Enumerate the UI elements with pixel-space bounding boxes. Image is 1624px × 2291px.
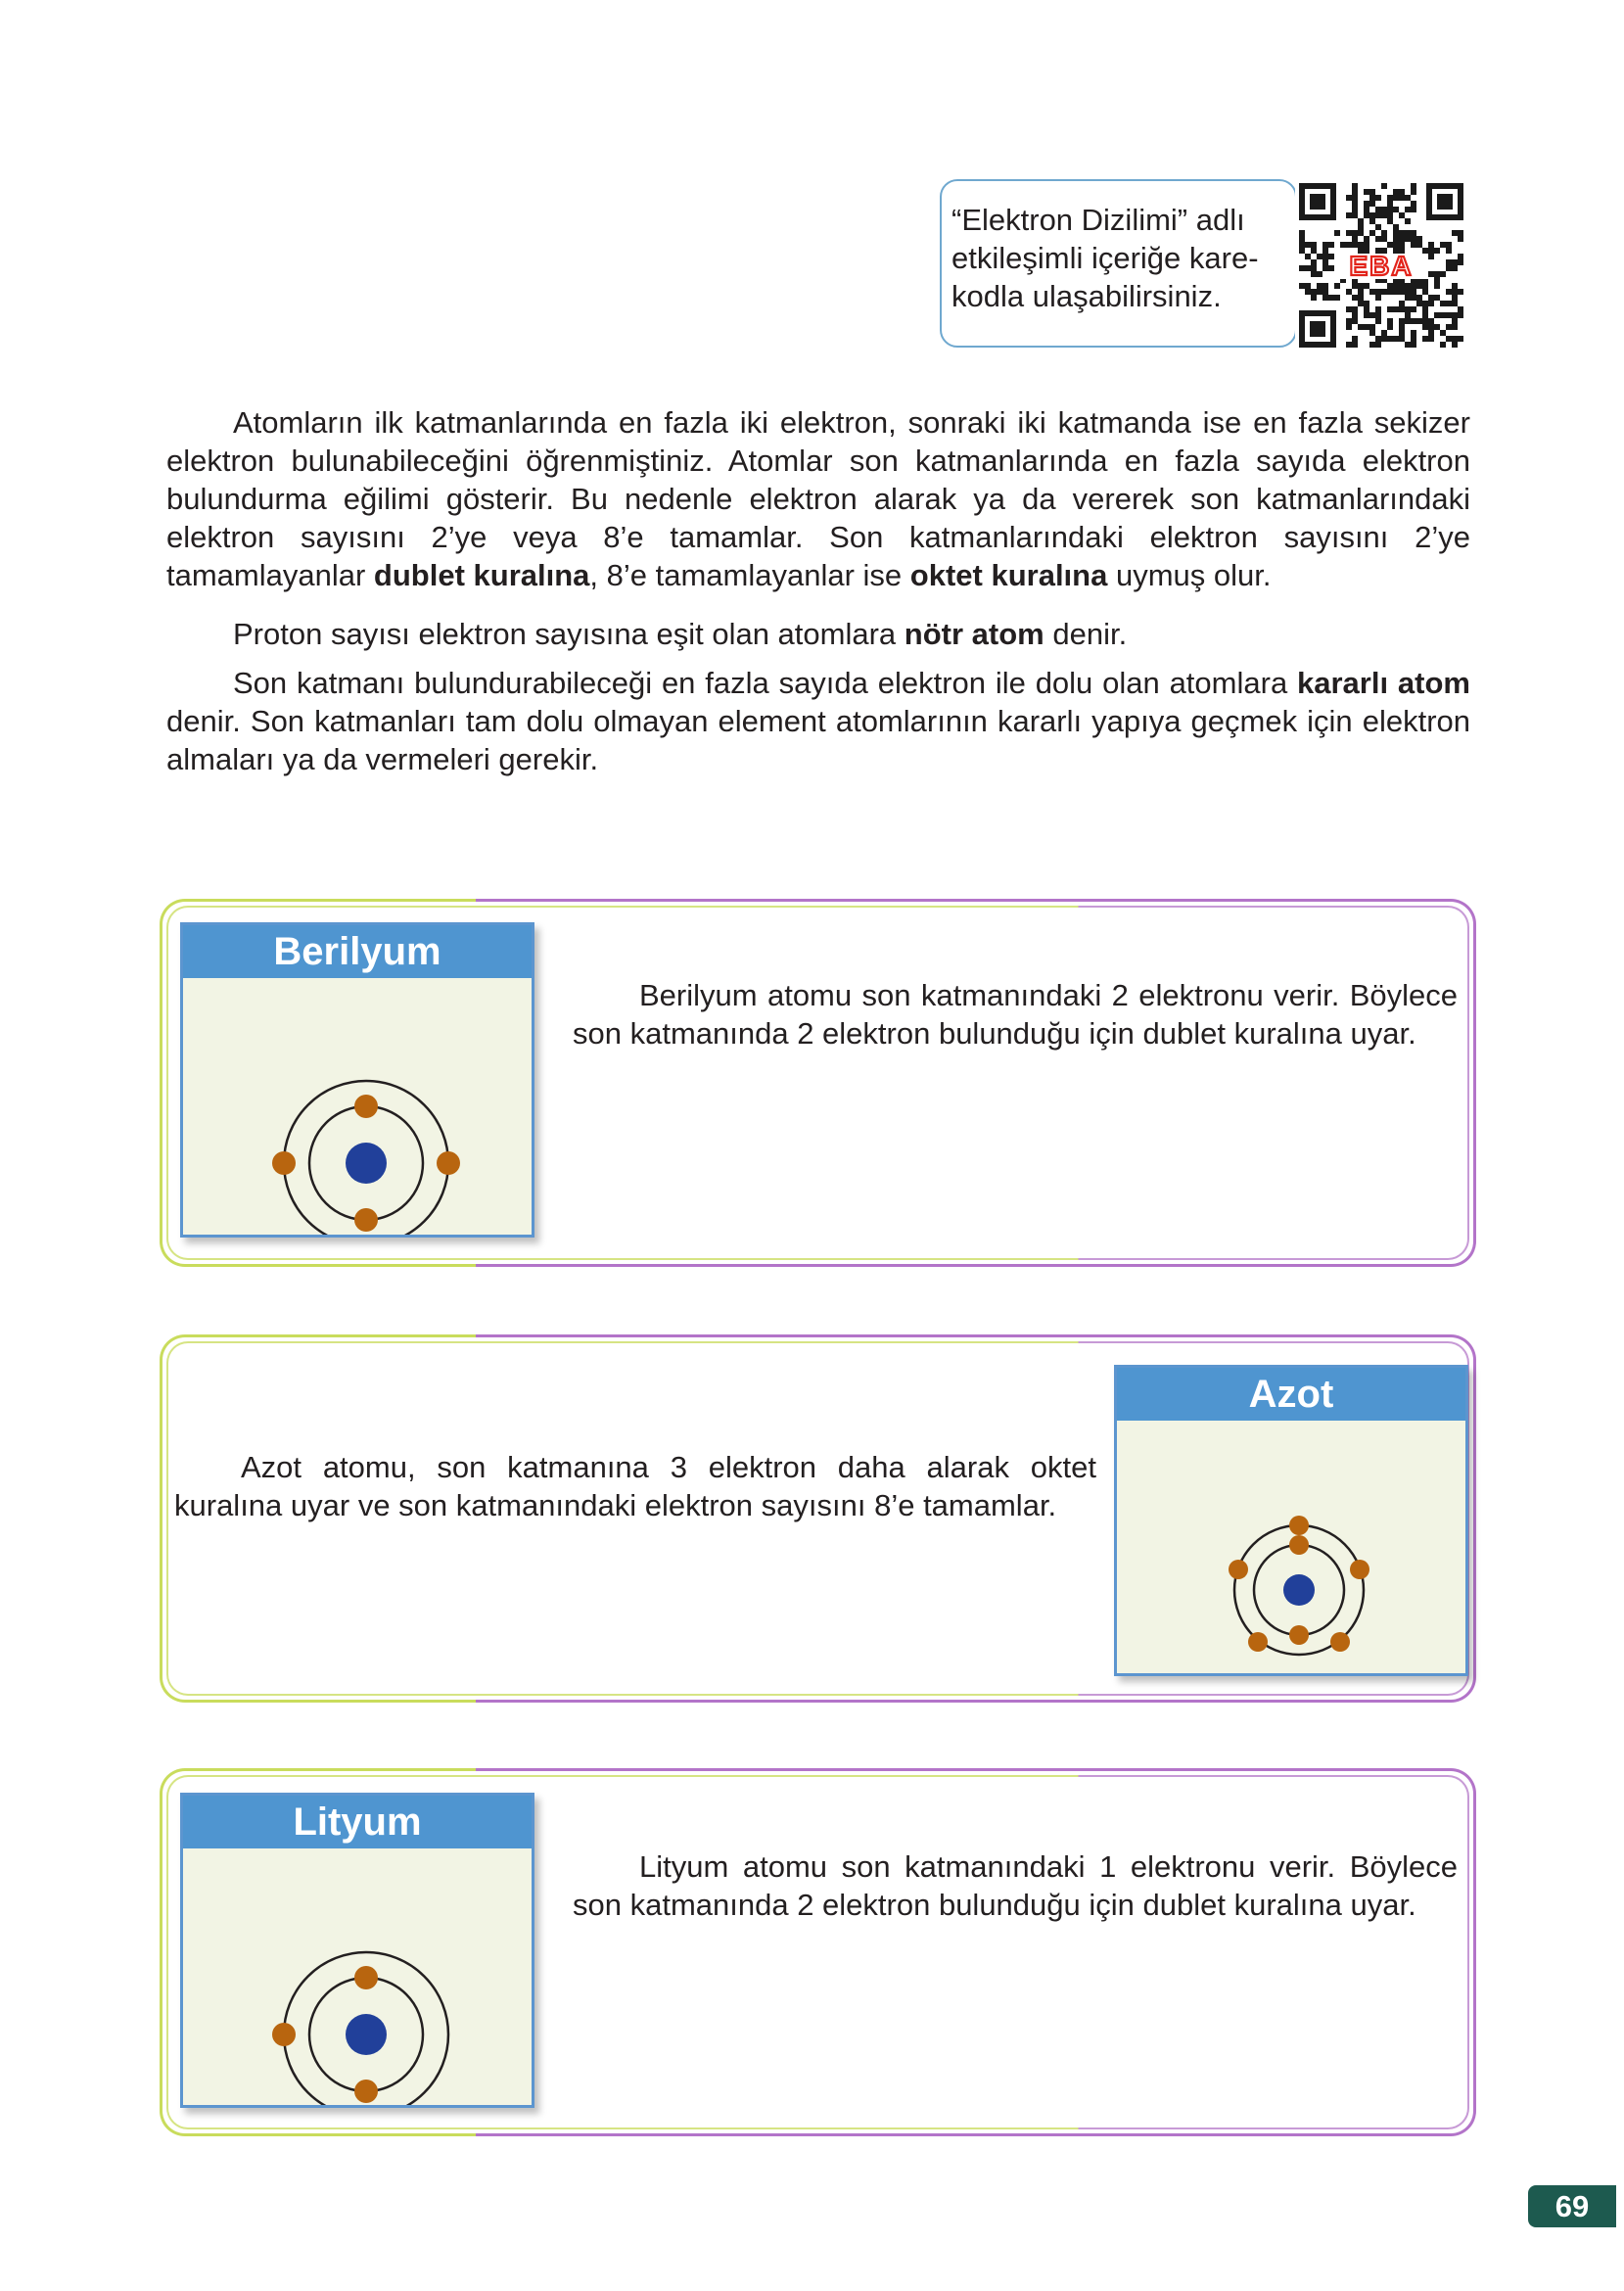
atom-diagram-lithium — [183, 1848, 532, 2105]
atom-card-lithium — [180, 1793, 534, 2108]
nucleus — [1283, 1574, 1315, 1606]
example-text-nitrogen: Azot atomu, son katmanına 3 elektron daha alarak oktet kuralına uyar ve son katmanındaki elektron sayısını 8’e tamamlar. — [174, 1450, 1096, 1522]
electron — [1289, 1516, 1309, 1535]
paragraph-2: Proton sayısı elektron sayısına eşit olan atomlara nötr atom denir. — [233, 617, 1128, 651]
paragraph-3: Son katmanı bulundurabileceği en fazla sayıda elektron ile dolu olan atomlara kararlı atom denir. Son katmanları tam dolu olmayan element atomlarının kararlı yapıya geçmek için elektron almaları ya da vermeleri gerekir. — [166, 666, 1470, 776]
atom-card-nitrogen — [1114, 1365, 1468, 1676]
card-title-lithium: Lityum — [183, 1796, 532, 1848]
electron — [1289, 1625, 1309, 1645]
card-title-nitrogen: Azot — [1117, 1368, 1465, 1421]
card-title-beryllium: Berilyum — [183, 925, 532, 978]
atom-card-beryllium — [180, 922, 534, 1238]
nucleus — [346, 1143, 387, 1184]
electron — [437, 1151, 460, 1175]
qr-callout-text: “Elektron Dizilimi” adlı etkileşimli içeriğe kare- kodla ulaşabilirsiniz. — [951, 203, 1259, 313]
page-number: 69 — [1528, 2185, 1616, 2227]
atom-diagram-nitrogen — [1117, 1421, 1465, 1673]
paragraph-1: Atomların ilk katmanlarında en fazla iki elektron, sonraki iki katmanda ise en fazla sekizer elektron bulunabileceğini öğrenmiştiniz. Atomlar son katmanlarında en fazla sayıda elektron bulundurma eğilimi gösterir. Bu nedenle elektron alarak ya da vererek son katmanlarındaki elektron sayısını 2’ye veya 8’e tamamlar. Son katmanlarındaki elektron sayısını 2’ye tamamlayanlar dublet kuralına, 8’e tamamlayanlar ise oktet kuralına uymuş olur. — [166, 405, 1470, 592]
electron — [1289, 1535, 1309, 1555]
electron — [354, 1966, 378, 1989]
electron — [272, 2023, 296, 2046]
electron — [1229, 1560, 1248, 1579]
nucleus — [346, 2014, 387, 2055]
example-text-lithium: Lityum atomu son katmanındaki 1 elektronu verir. Böylece son katmanında 2 elektron bulunduğu için dublet kuralına uyar. — [573, 1849, 1458, 1922]
electron — [354, 1208, 378, 1232]
electron — [1248, 1632, 1268, 1652]
electron — [272, 1151, 296, 1175]
atom-diagram-beryllium — [183, 978, 532, 1235]
qr-code[interactable] — [1295, 179, 1467, 351]
example-text-beryllium: Berilyum atomu son katmanındaki 2 elektronu verir. Böylece son katmanında 2 elektron bulunduğu için dublet kuralına uyar. — [573, 978, 1458, 1051]
electron — [354, 2080, 378, 2103]
eba-logo: EBA — [1349, 251, 1414, 281]
electron — [1330, 1632, 1350, 1652]
electron — [1350, 1560, 1369, 1579]
electron — [354, 1095, 378, 1118]
